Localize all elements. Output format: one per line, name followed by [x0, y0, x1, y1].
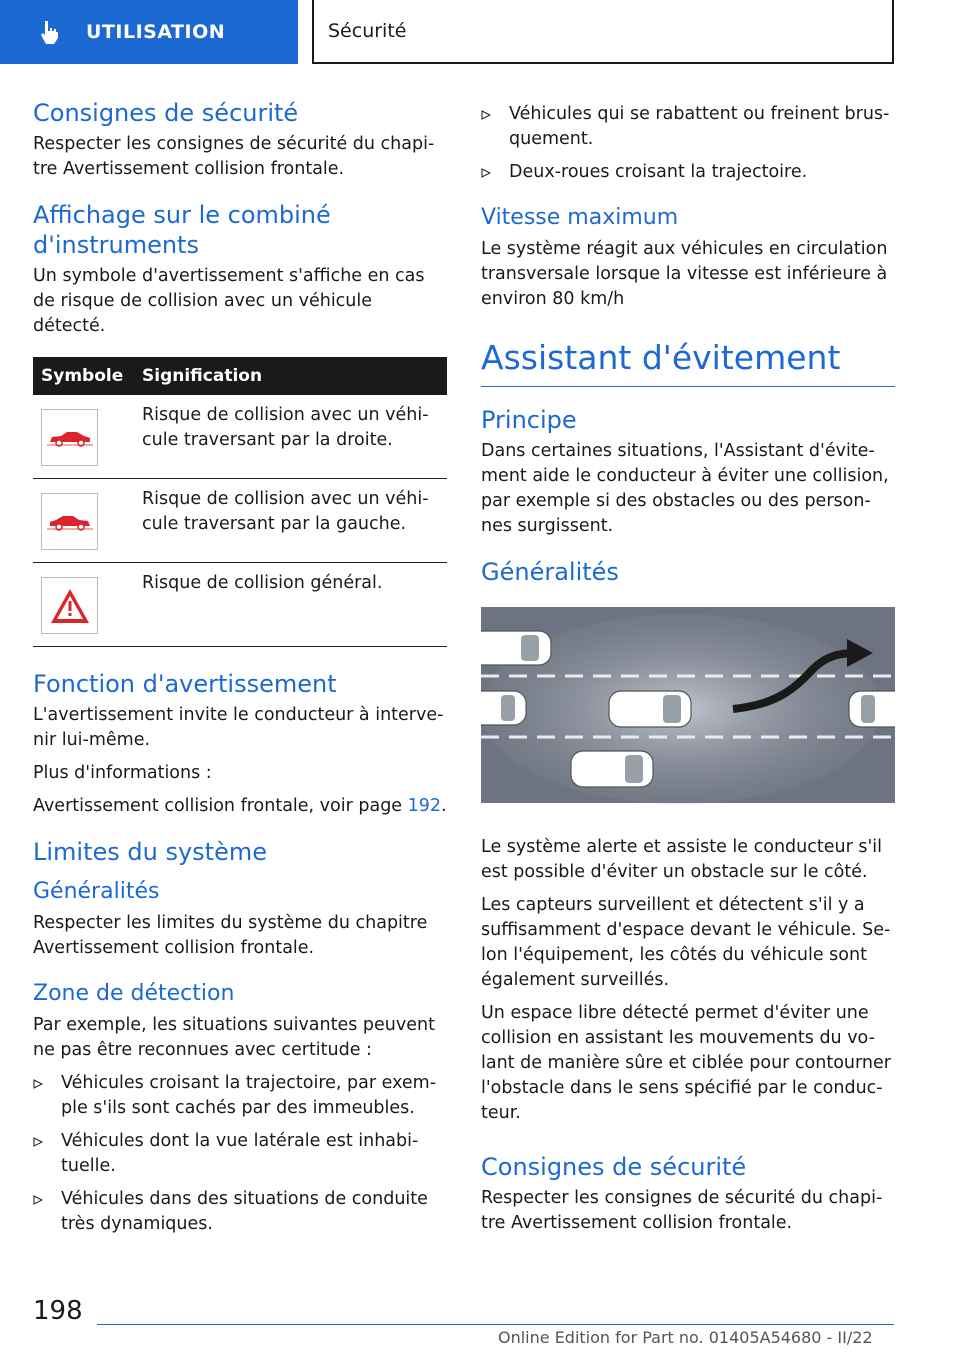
triangle-bullet-icon [481, 110, 491, 120]
paragraph: Les capteurs surveillent et détectent s'il y a suffisamment d'espace devant le véhicule. Se-lon l'équipement, les côtés du véhicule sont également surveillés. [481, 895, 891, 990]
paragraph: Le système alerte et assiste le conducteur s'il est possible d'éviter un obstacle sur le côté. [481, 837, 882, 882]
paragraph: L'avertissement invite le conducteur à interve-nir lui-même. [33, 705, 444, 750]
paragraph: Avertissement collision frontale, voir page 192. [33, 796, 447, 816]
list-item: Véhicules dont la vue latérale est inhabi-tuelle. [33, 1129, 447, 1179]
section-title-consignes: Consignes de sécurité [33, 99, 299, 127]
hand-pointer-icon [36, 18, 64, 46]
footer-divider [97, 1324, 894, 1325]
list-item: Véhicules qui se rabattent ou freinent brus-quement. [481, 102, 895, 152]
table-header-meaning: Signification [134, 357, 447, 395]
symbol-table [33, 357, 447, 647]
table-cell: Risque de collision général. [134, 563, 447, 647]
section-title-consignes-2: Consignes de sécurité [481, 1153, 747, 1181]
triangle-bullet-icon [33, 1195, 43, 1205]
bullet-list [481, 102, 895, 185]
section-title-limites: Limites du système [33, 838, 267, 866]
subsection-title-vitesse: Vitesse maximum [481, 205, 679, 230]
paragraph: Un espace libre détecté permet d'éviter une collision en assistant les mouvements du vo-lant de manière sûre et ciblée pour contourner l'obstacle dans le sens spécifié par le conduc-teur. [481, 1003, 891, 1123]
subsection-title-generalites: Généralités [33, 879, 160, 904]
list-item: Deux-roues croisant la trajectoire. [481, 160, 895, 185]
warning-triangle-icon [48, 586, 92, 626]
paragraph: Par exemple, les situations suivantes peuvent ne pas être reconnues avec certitude : [33, 1015, 435, 1060]
paragraph: Dans certaines situations, l'Assistant d'évite-ment aide le conducteur à éviter une collision, par exemple si des obstacles ou des person-nes surgissent. [481, 441, 889, 536]
paragraph: Le système réagit aux véhicules en circulation transversale lorsque la vitesse est inférieure à environ 80 km/h [481, 239, 888, 309]
chapter-heading-rule [481, 338, 895, 387]
list-item: Véhicules dans des situations de conduite très dynamiques. [33, 1187, 447, 1237]
chapter-heading: Assistant d'évitement [481, 338, 841, 377]
subsection-title-zone: Zone de détection [33, 981, 235, 1006]
bullet-list [33, 1071, 447, 1237]
section-label: UTILISATION [86, 21, 226, 43]
triangle-bullet-icon [481, 168, 491, 178]
car-crossing-right-icon [47, 428, 93, 448]
edition-note: Online Edition for Part no. 01405A54680 - II/22 [498, 1328, 873, 1347]
table-row [33, 563, 447, 647]
chapter-box [312, 0, 894, 64]
paragraph: Respecter les consignes de sécurité du chapi-tre Avertissement collision frontale. [481, 1188, 883, 1233]
section-title-principe: Principe [481, 406, 577, 434]
section-title-generalites: Généralités [481, 558, 619, 586]
triangle-bullet-icon [33, 1137, 43, 1147]
paragraph: Plus d'informations : [33, 763, 212, 783]
evasion-illustration [481, 601, 895, 821]
left-column [33, 98, 447, 1245]
table-cell: Risque de collision avec un véhi-cule traversant par la droite. [134, 395, 447, 479]
page-number: 198 [33, 1296, 83, 1326]
right-column [481, 98, 895, 1236]
list-item: Véhicules croisant la trajectoire, par exem-ple s'ils sont cachés par des immeubles. [33, 1071, 447, 1121]
section-title-affichage: Affichage sur le combiné d'instruments [33, 201, 331, 259]
paragraph: Un symbole d'avertissement s'affiche en cas de risque de collision avec un véhicule détecté. [33, 266, 425, 336]
paragraph: Respecter les limites du système du chapitre Avertissement collision frontale. [33, 913, 428, 958]
triangle-bullet-icon [33, 1079, 43, 1089]
table-cell: Risque de collision avec un véhi-cule traversant par la gauche. [134, 479, 447, 563]
page-link[interactable]: 192 [407, 796, 442, 816]
table-header-symbol: Symbole [33, 357, 134, 395]
table-row [33, 395, 447, 479]
car-crossing-left-icon [47, 512, 93, 532]
section-title-fonction: Fonction d'avertissement [33, 670, 337, 698]
section-tab[interactable] [0, 0, 298, 64]
chapter-title: Sécurité [328, 20, 407, 42]
table-row [33, 479, 447, 563]
paragraph: Respecter les consignes de sécurité du chapi-tre Avertissement collision frontale. [33, 134, 435, 179]
